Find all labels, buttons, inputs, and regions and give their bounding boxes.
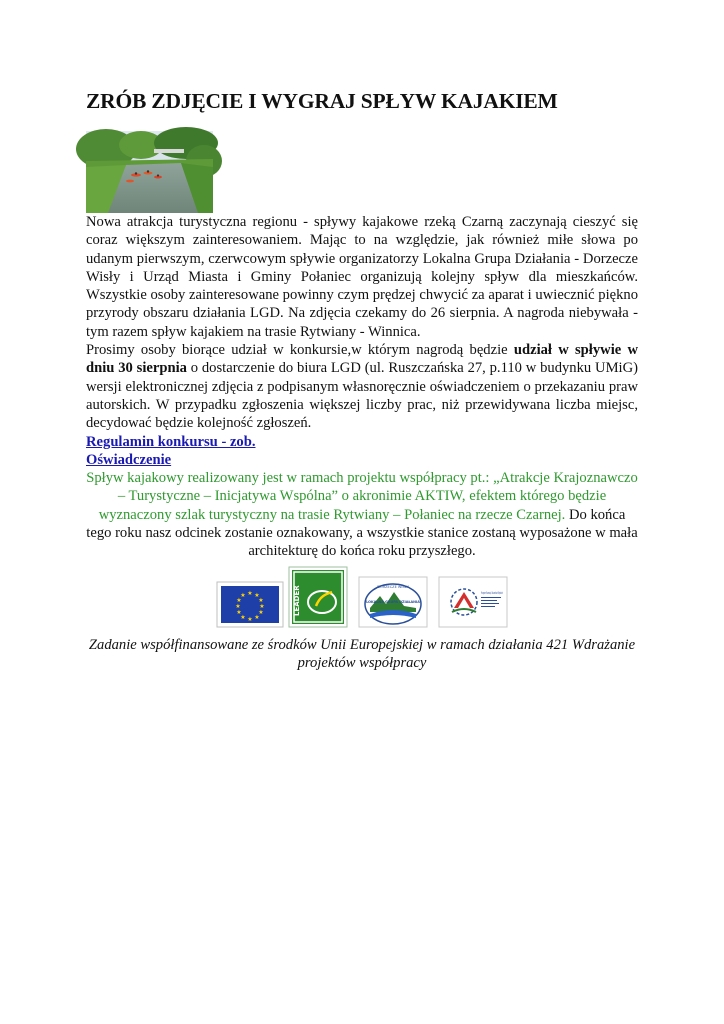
lgd-arc-text: DORZECZE WISŁY — [377, 584, 409, 589]
svg-text:★: ★ — [247, 589, 253, 597]
project-black-text: Do końca tego roku nasz odcinek zostanie oznakowany, a wszystkie stanice zostaną wyposażone w mała architekturę do końca roku przyszłego. — [86, 506, 638, 560]
svg-text:★: ★ — [258, 596, 264, 604]
leader-logo-icon — [288, 566, 348, 628]
regulamin-link[interactable]: Regulamin konkursu - zob. — [86, 433, 256, 450]
instructions-bold-date: udział w spływie w dniu 30 sierpnia — [86, 342, 639, 377]
svg-text:★: ★ — [254, 613, 260, 621]
sponsor-logos — [216, 566, 508, 628]
project-paragraph — [86, 469, 638, 560]
instructions-text-start: Prosimy osoby biorące udział w konkursie,w którym nagrodą będzie — [86, 342, 514, 359]
river-kayak-photo — [86, 131, 213, 213]
svg-text:★: ★ — [236, 596, 242, 604]
svg-text:★: ★ — [254, 591, 260, 599]
prow-logo-icon — [438, 576, 508, 628]
lgd-logo-text: LOKALNA GRUPA DZIAŁANIA — [366, 599, 420, 604]
svg-text:★: ★ — [235, 602, 241, 610]
leader-logo-text: LEADER — [293, 584, 301, 616]
lgd-logo-icon — [358, 576, 428, 628]
prow-logo-text: Program Rozwoju Obszarów Wiejskich — [481, 590, 503, 595]
document-content — [86, 86, 638, 687]
instructions-paragraph — [86, 341, 638, 432]
svg-text:★: ★ — [240, 591, 246, 599]
eu-flag-icon — [216, 581, 284, 628]
page-title: ZRÓB ZDJĘCIE I WYGRAJ SPŁYW KAJAKIEM — [86, 89, 558, 113]
intro-paragraph: Nowa atrakcja turystyczna regionu - spływy kajakowe rzeką Czarną zaczynają cieszyć się coraz większym zainteresowaniem. Mając to na względzie, jak również miłe słowa po udanym pierwszym, czerwcowym spływie organizatorzy Lokalna Grupa Działania - Dorzecze Wisły i Urząd Miasta i Gminy Połaniec organizują kolejny spływ dla mieszkańców. Wszystkie osoby zainteresowane powinny czym prędzej chwycić za aparat i uwiecznić piękno przyrody obszaru działania LGD. Na zdjęcia czekamy do 26 sierpnia. A nagroda niebywała - tym razem spływ kajakiem na trasie Rytwiany - Winnica. — [86, 214, 638, 340]
svg-text:★: ★ — [236, 608, 242, 616]
svg-text:★: ★ — [258, 608, 264, 616]
instructions-text-end: o dostarczenie do biura LGD (ul. Ruszczańska 27, p.110 w budynku UMiG) wersji elektronicznej zdjęcia z podpisanym własnoręcznie oświadczeniem o przekazaniu praw autorskich. W przypadku zgłoszenia większej liczby prac, niż przewidywana liczba miejsc, decydować będzie kolejność zgłoszeń. — [86, 360, 638, 432]
oswiadczenie-link[interactable]: Oświadczenie — [86, 451, 172, 468]
svg-text:★: ★ — [247, 615, 253, 623]
svg-text:★: ★ — [240, 613, 246, 621]
project-green-text: Spływ kajakowy realizowany jest w ramach projektu współpracy pt.: „Atrakcje Krajoznawczo – Turystyczne – Inicjatywa Wspólna” o akronimie AKTIW, efektem którego będzie wyznaczony szlak turystyczny na trasie Rytwiany – Połaniec na rzecze Czarnej. — [86, 470, 638, 523]
cofinancing-note: Zadanie współfinansowane ze środków Unii Europejskiej w ramach działania 421 Wdrażanie projektów współpracy — [88, 636, 636, 671]
svg-text:★: ★ — [259, 602, 265, 610]
